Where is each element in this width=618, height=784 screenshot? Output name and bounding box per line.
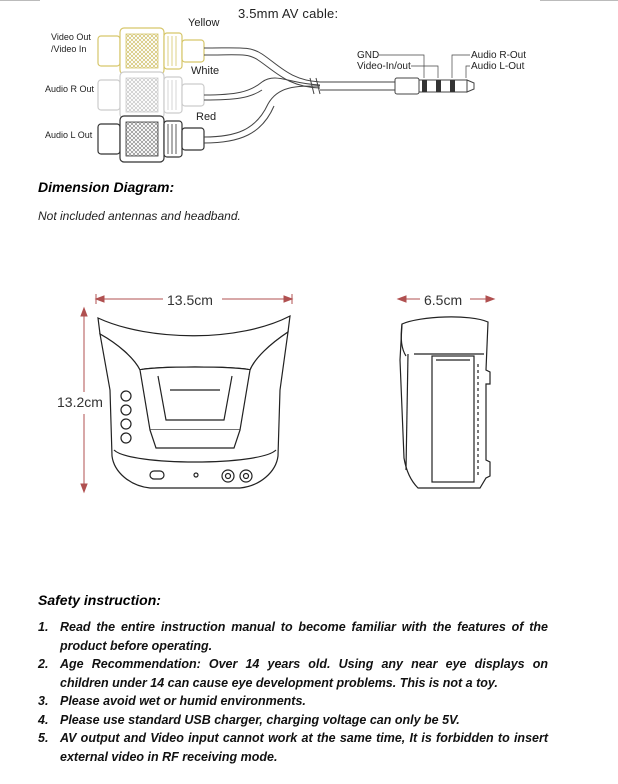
- jack-callouts: [379, 55, 470, 78]
- height-label: 13.2cm: [57, 394, 103, 410]
- rca-plug-red: [98, 116, 204, 162]
- depth-arrow: [398, 296, 494, 302]
- safety-list: [38, 618, 548, 766]
- safety-item: 3. Please avoid wet or humid environments.: [38, 694, 306, 708]
- jack-plug: [395, 78, 474, 94]
- rca-plug-white: [98, 72, 204, 118]
- label-audio-r-out: Audio R Out: [45, 84, 95, 94]
- cable-wires: [204, 48, 395, 143]
- safety-heading: Safety instruction:: [38, 592, 161, 608]
- cable-title: 3.5mm AV cable:: [238, 6, 339, 21]
- safety-item: 4. Please use standard USB charger, charging voltage can only be 5V.: [38, 712, 460, 727]
- width-label: 13.5cm: [167, 292, 213, 308]
- height-arrow: [81, 308, 87, 492]
- label-video-in-out: Video-In/out: [357, 61, 411, 72]
- safety-item: 2. Age Recommendation: Over 14 years old. Using any near eye displays on children under 14 can cause eye development problems. This is not a toy.: [38, 657, 548, 690]
- dimension-note: Not included antennas and headband.: [38, 209, 241, 223]
- depth-label: 6.5cm: [424, 292, 463, 308]
- label-red: Red: [196, 111, 217, 123]
- dimension-heading: Dimension Diagram:: [38, 179, 175, 195]
- safety-item: 1. Read the entire instruction manual to become familiar with the features of the product before operating.: [38, 620, 548, 653]
- label-audio-l-out-jack: Audio L-Out: [471, 61, 525, 72]
- label-audio-l-out: Audio L Out: [45, 130, 93, 140]
- rca-plug-yellow: [98, 28, 204, 74]
- label-video-out: Video Out: [51, 32, 91, 42]
- cable-drawing: [0, 0, 618, 175]
- goggles-side-view: [400, 317, 490, 488]
- label-white: White: [191, 65, 220, 77]
- label-audio-r-out-jack: Audio R-Out: [471, 50, 527, 61]
- goggles-drawing: [0, 280, 618, 500]
- label-video-in: /Video In: [51, 44, 87, 54]
- safety-item: 5. AV output and Video input cannot work at the same time, It is forbidden to insert external video in RF receiving mode.: [38, 731, 548, 764]
- label-gnd: GND: [357, 50, 380, 61]
- width-arrow: [96, 294, 292, 304]
- goggles-front-view: [98, 316, 290, 488]
- label-yellow: Yellow: [188, 17, 220, 29]
